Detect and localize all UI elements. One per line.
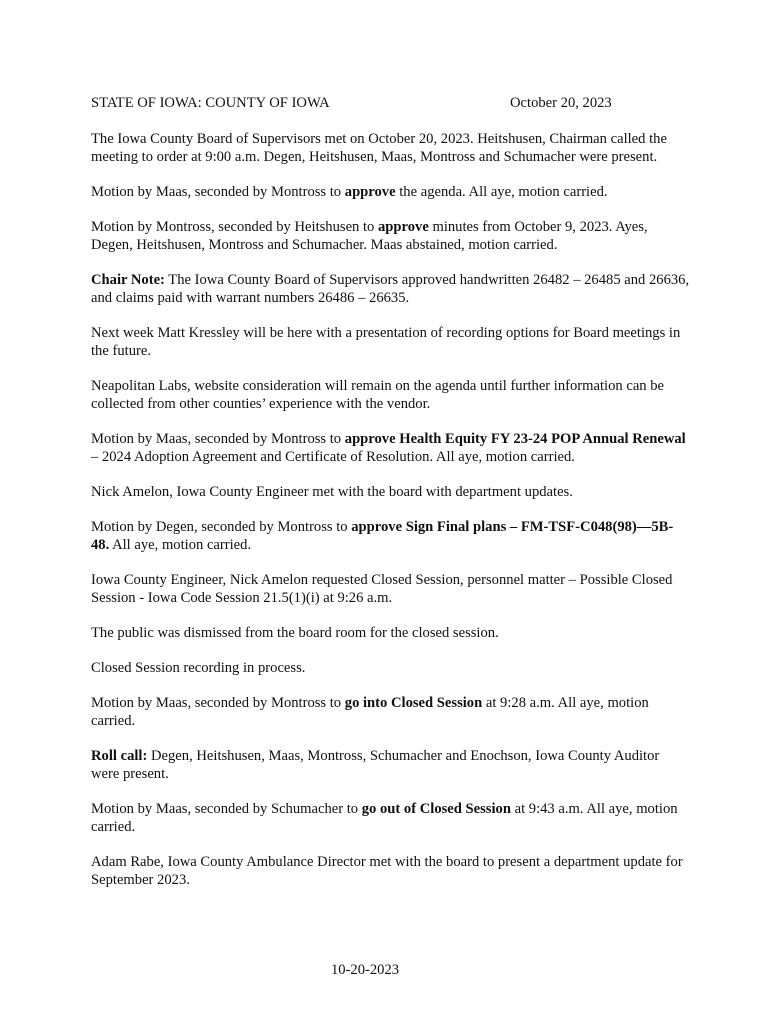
page-footer: 10-20-2023 [330,962,400,978]
text-segment: – 2024 Adoption Agreement and Certificate of Resolution. All aye, motion carried. [91,449,575,465]
paragraph [91,483,691,501]
text-segment: Motion by Maas, seconded by Montross to [91,431,345,447]
text-segment: All aye, motion carried. [109,537,252,553]
text-segment: Adam Rabe, Iowa County Ambulance Director met with the board to present a department update for September 2023. [91,854,683,888]
bold-text: Chair Note: [91,272,165,288]
text-segment: Next week Matt Kressley will be here with a presentation of recording options for Board meetings in the future. [91,325,681,359]
header-date: October 20, 2023 [510,95,612,111]
bold-text: approve Health Equity FY 23-24 POP Annual Renewal [344,431,686,447]
text-segment: The Iowa County Board of Supervisors met on October 20, 2023. Heitshusen, Chairman called the meeting to order at 9:00 a.m. Degen, Heitshusen, Maas, Montross and Schumacher were present. [91,131,667,165]
paragraph [91,324,691,360]
bold-text: Roll call: [91,748,148,764]
paragraph [91,659,691,677]
paragraph [91,800,691,836]
paragraph [91,518,691,554]
paragraph [91,130,691,166]
text-segment: Motion by Montross, seconded by Heitshusen to [91,219,378,235]
text-segment: Degen, Heitshusen, Maas, Montross, Schumacher and Enochson, Iowa County Auditor were present. [91,748,660,782]
paragraph [91,694,691,730]
text-segment: Neapolitan Labs, website consideration will remain on the agenda until further information can be collected from other counties’ experience with the vendor. [91,378,665,412]
bold-text: approve Sign Final plans – FM-TSF-C048(98)—5B-48. [91,519,674,553]
text-segment: The public was dismissed from the board room for the closed session. [91,625,499,641]
text-segment: Motion by Maas, seconded by Schumacher to [91,801,362,817]
bold-text: approve [344,184,396,200]
text-segment: Iowa County Engineer, Nick Amelon requested Closed Session, personnel matter – Possible Closed Session - Iowa Code Session 21.5(1)(i) at 9:26 a.m. [91,572,673,606]
text-segment: Nick Amelon, Iowa County Engineer met with the board with department updates. [91,484,573,500]
bold-text: go into Closed Session [344,695,483,711]
header-jurisdiction: STATE OF IOWA: COUNTY OF IOWA [91,95,330,111]
text-segment: Motion by Maas, seconded by Montross to [91,695,345,711]
paragraph [91,430,691,466]
bold-text: go out of Closed Session [361,801,511,817]
paragraph [91,183,691,201]
paragraph [91,853,691,889]
text-segment: The Iowa County Board of Supervisors approved handwritten 26482 – 26485 and 26636, and claims paid with warrant numbers 26486 – 26635. [91,272,690,306]
document-header [91,94,651,112]
paragraph [91,377,691,413]
paragraph [91,218,691,254]
text-segment: at 9:28 a.m. All aye, motion carried. [91,695,649,729]
paragraph [91,747,691,783]
text-segment: the agenda. All aye, motion carried. [395,184,608,200]
paragraph [91,571,691,607]
paragraph [91,271,691,307]
text-segment: Motion by Degen, seconded by Montross to [91,519,352,535]
text-segment: Closed Session recording in process. [91,660,306,676]
paragraph [91,624,691,642]
text-segment: Motion by Maas, seconded by Montross to [91,184,345,200]
bold-text: approve [378,219,429,235]
text-segment: at 9:43 a.m. All aye, motion carried. [91,801,678,835]
document-body [91,130,691,906]
text-segment: minutes from October 9, 2023. Ayes, Degen, Heitshusen, Montross and Schumacher. Maas abstained, motion carried. [91,219,648,253]
